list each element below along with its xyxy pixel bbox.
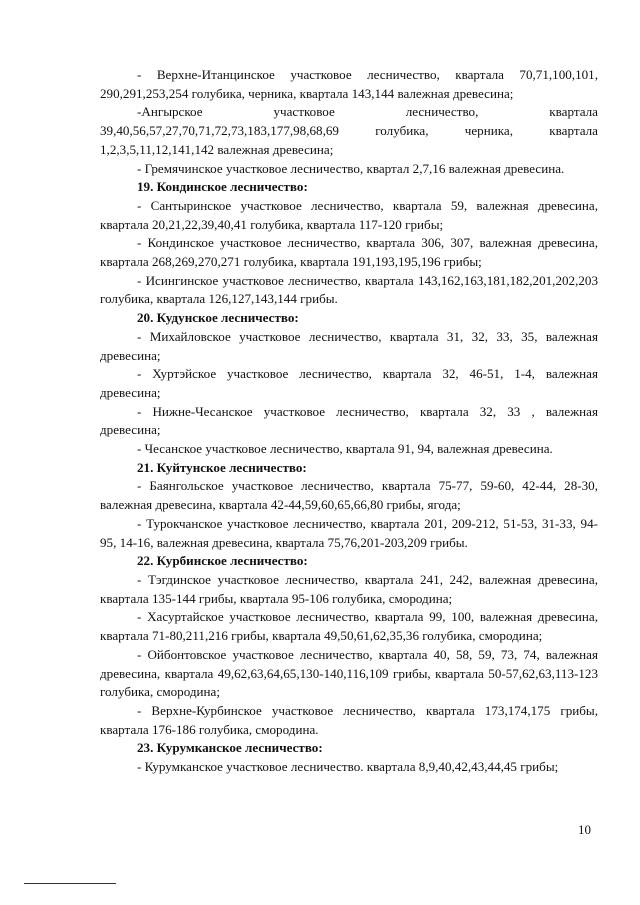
paragraph: - Верхне-Итанцинское участковое лесничество, квартала 70,71,100,101, 290,291,253,254 голубика, черника, квартала 143,144 валежная древесина;	[100, 67, 598, 101]
document-body	[100, 66, 598, 777]
paragraph: - Нижне-Чесанское участковое лесничество, квартала 32, 33 , валежная древесина;	[100, 403, 598, 438]
paragraph: - Гремячинское участковое лесничество, квартал 2,7,16 валежная древесина.	[137, 160, 565, 176]
paragraph: - Тэгдинское участковое лесничество, квартала 241, 242, валежная древесина, квартала 135-144 грибы, квартала 95-106 голубика, смородина;	[100, 571, 598, 606]
paragraph: - Чесанское участковое лесничество, квартала 91, 94, валежная древесина.	[137, 441, 553, 457]
footnote-separator	[24, 883, 116, 884]
paragraph: - Курумканское участковое лесничество. квартала 8,9,40,42,43,44,45 грибы;	[137, 759, 559, 775]
paragraph: - Кондинское участковое лесничество, квартала 306, 307, валежная древесина, квартала 268,269,270,271 голубика, квартала 191,193,195,196 грибы;	[100, 235, 598, 270]
section-heading: 23. Курумканское лесничество:	[137, 740, 323, 756]
paragraph: - Верхне-Курбинское участковое лесничество, квартала 173,174,175 грибы, квартала 176-186 голубика, смородина.	[100, 702, 598, 737]
section-heading: 20. Кудунское лесничество:	[137, 310, 299, 326]
paragraph: - Хуртэйское участковое лесничество, квартала 32, 46-51, 1-4, валежная древесина;	[100, 366, 598, 400]
page-number: 10	[578, 822, 591, 837]
paragraph: - Сантыринское участковое лесничество, квартала 59, валежная древесина, квартала 20,21,22,39,40,41 голубика, квартала 117-120 грибы;	[100, 197, 598, 232]
paragraph: -Ангырское участковое лесничество, квартала 39,40,56,57,27,70,71,72,73,183,177,98,68,69 голубика, черника, квартала 1,2,3,5,11,12,141,142 валежная древесина;	[100, 104, 598, 157]
paragraph: - Ойбонтовское участковое лесничество, квартала 40, 58, 59, 73, 74, валежная древесина, квартала 49,62,63,64,65,130-140,116,109 грибы, квартала 50-57,62,63,113-123 голубика, смородина;	[100, 646, 598, 700]
paragraph: - Исингинское участковое лесничество, квартала 143,162,163,181,182,201,202,203 голубика, квартала 126,127,143,144 грибы.	[100, 272, 598, 307]
section-heading: 21. Куйтунское лесничество:	[137, 459, 307, 475]
paragraph: - Хасуртайское участковое лесничество, квартала 99, 100, валежная древесина, квартала 71-80,211,216 грибы, квартала 49,50,61,62,35,36 голубика, смородина;	[100, 609, 598, 644]
paragraph: - Баянгольское участковое лесничество, квартала 75-77, 59-60, 42-44, 28-30, валежная древесина, квартала 42-44,59,60,65,66,80 грибы, ягода;	[100, 478, 598, 513]
section-heading: 19. Кондинское лесничество:	[137, 179, 308, 195]
section-heading: 22. Курбинское лесничество:	[137, 553, 308, 569]
paragraph: - Турокчанское участковое лесничество, квартала 201, 209-212, 51-53, 31-33, 94-95, 14-16, валежная древесина, квартала 75,76,201-203,209 грибы.	[100, 515, 598, 550]
paragraph: - Михайловское участковое лесничество, квартала 31, 32, 33, 35, валежная древесина;	[100, 328, 598, 363]
